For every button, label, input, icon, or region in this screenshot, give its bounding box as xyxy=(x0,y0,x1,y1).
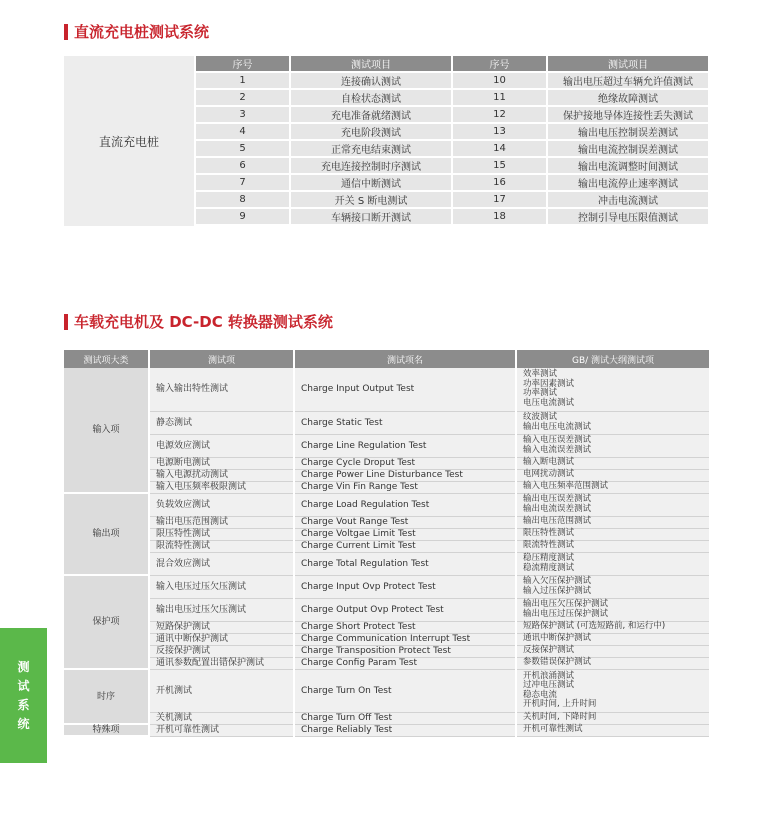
obc-dcdc-test-table xyxy=(64,350,711,737)
test-number-cell: 4 xyxy=(196,124,289,139)
test-number-cell: 1 xyxy=(196,73,289,88)
test-number-cell: 5 xyxy=(196,141,289,156)
table-row xyxy=(64,657,710,669)
test-name-cell: Charge Voltgae Limit Test xyxy=(294,528,516,540)
standard-items-cell xyxy=(516,657,710,669)
test-name-cell: Charge Output Ovp Protect Test xyxy=(294,598,516,621)
test-name-cell: Charge Total Regulation Test xyxy=(294,552,516,575)
test-item-cell: 通讯中断保护测试 xyxy=(149,633,294,645)
test-name-cell: Charge Line Regulation Test xyxy=(294,434,516,457)
standard-items-cell xyxy=(516,598,710,621)
standard-item: 输入断电测试 xyxy=(523,457,575,468)
test-item-cell: 限流特性测试 xyxy=(149,540,294,552)
test-item-cell: 反接保护测试 xyxy=(149,645,294,657)
test-item-cell: 电源效应测试 xyxy=(149,434,294,457)
test-item-cell: 输入电源扰动测试 xyxy=(149,469,294,481)
table-row xyxy=(196,209,708,224)
standard-items-cell xyxy=(516,368,710,411)
standard-item: 输出电压过压保护测试 xyxy=(523,608,609,619)
standard-item: 纹波测试 xyxy=(523,412,558,422)
test-name-cell: Charge Turn Off Test xyxy=(294,712,516,724)
section-title-text: 车载充电机及 DC-DC 转换器测试系统 xyxy=(74,313,333,331)
table-row xyxy=(196,175,708,190)
category-cell: 特殊项 xyxy=(64,724,149,736)
header-cell: 测试项大类 xyxy=(64,350,149,368)
header-cell: 测试项 xyxy=(149,350,294,368)
test-item-cell: 混合效应测试 xyxy=(149,552,294,575)
side-tab-label: 测试系统 xyxy=(17,659,30,731)
table-row xyxy=(196,141,708,156)
standard-item: 开机浪涌测试 xyxy=(523,670,575,681)
test-item-cell: 绝缘故障测试 xyxy=(548,90,708,105)
dc-charger-label-cell: 直流充电桩 xyxy=(64,56,194,226)
standard-item: 开机可靠性测试 xyxy=(523,724,583,735)
test-item-cell: 输出电压过压欠压测试 xyxy=(149,598,294,621)
test-item-cell: 开机可靠性测试 xyxy=(149,724,294,736)
test-item-cell: 关机测试 xyxy=(149,712,294,724)
dc-charger-test-table xyxy=(194,54,710,226)
category-cell: 时序 xyxy=(64,669,149,724)
category-cell: 输出项 xyxy=(64,493,149,575)
title-accent-bar xyxy=(64,314,68,330)
standard-item: 输入欠压保护测试 xyxy=(523,576,592,586)
standard-items-cell xyxy=(516,540,710,552)
standard-items-cell xyxy=(516,633,710,645)
standard-item: 过冲电压测试 xyxy=(523,680,575,690)
standard-items-cell xyxy=(516,645,710,657)
standard-items-cell xyxy=(516,434,710,457)
test-number-cell: 6 xyxy=(196,158,289,173)
test-name-cell: Charge Cycle Droput Test xyxy=(294,457,516,469)
table-row xyxy=(196,124,708,139)
test-item-cell: 冲击电流测试 xyxy=(548,192,708,207)
test-item-cell: 输入电压过压欠压测试 xyxy=(149,575,294,598)
header-cell: 序号 xyxy=(453,56,546,71)
test-item-cell: 静态测试 xyxy=(149,411,294,434)
test-item-cell: 充电阶段测试 xyxy=(291,124,451,139)
test-item-cell: 自检状态测试 xyxy=(291,90,451,105)
test-item-cell: 保护接地导体连接性丢失测试 xyxy=(548,107,708,122)
table-row xyxy=(196,107,708,122)
standard-item: 开机时间, 上升时间 xyxy=(523,699,597,709)
side-tab-test-system[interactable] xyxy=(0,628,47,763)
standard-item: 稳态电流 xyxy=(523,689,558,700)
table-row xyxy=(196,192,708,207)
test-item-cell: 开机测试 xyxy=(149,669,294,712)
section-title-obc-dcdc xyxy=(64,311,333,332)
table-header-row xyxy=(196,56,708,71)
standard-item: 短路保护测试 (可选短路前, 和运行中) xyxy=(523,621,666,632)
standard-item: 输入过压保护测试 xyxy=(523,585,592,596)
test-number-cell: 13 xyxy=(453,124,546,139)
standard-item: 电压电流测试 xyxy=(523,397,575,408)
standard-item: 关机时间, 下降时间 xyxy=(523,712,597,723)
header-cell: 测试项目 xyxy=(291,56,451,71)
test-item-cell: 输出电流调整时间测试 xyxy=(548,158,708,173)
test-item-cell: 车辆接口断开测试 xyxy=(291,209,451,224)
table-row xyxy=(64,552,710,575)
standard-item: 输入电压误差测试 xyxy=(523,435,592,445)
standard-item: 输入电流误差测试 xyxy=(523,444,592,455)
header-cell: 测试项目 xyxy=(548,56,708,71)
test-number-cell: 14 xyxy=(453,141,546,156)
standard-items-cell xyxy=(516,669,710,712)
standard-item: 输出电压误差测试 xyxy=(523,494,592,504)
test-item-cell: 负载效应测试 xyxy=(149,493,294,516)
test-number-cell: 7 xyxy=(196,175,289,190)
table-row xyxy=(64,368,710,411)
test-item-cell: 控制引导电压限值测试 xyxy=(548,209,708,224)
test-name-cell: Charge Vout Range Test xyxy=(294,516,516,528)
table-row xyxy=(64,457,710,469)
test-item-cell: 输出电压控制误差测试 xyxy=(548,124,708,139)
standard-item: 电网扰动测试 xyxy=(523,469,575,480)
header-cell: 测试项名 xyxy=(294,350,516,368)
standard-item: 功率测试 xyxy=(523,388,558,399)
test-name-cell: Charge Vin Fin Range Test xyxy=(294,481,516,493)
test-number-cell: 15 xyxy=(453,158,546,173)
standard-item: 输入电压频率范围测试 xyxy=(523,481,609,492)
table-row xyxy=(64,669,710,712)
table-row xyxy=(196,73,708,88)
test-item-cell: 限压特性测试 xyxy=(149,528,294,540)
category-cell: 保护项 xyxy=(64,575,149,669)
test-item-cell: 连接确认测试 xyxy=(291,73,451,88)
test-name-cell: Charge Static Test xyxy=(294,411,516,434)
test-number-cell: 2 xyxy=(196,90,289,105)
test-name-cell: Charge Input Ovp Protect Test xyxy=(294,575,516,598)
test-name-cell: Charge Turn On Test xyxy=(294,669,516,712)
test-number-cell: 8 xyxy=(196,192,289,207)
test-item-cell: 开关 S 断电测试 xyxy=(291,192,451,207)
table-row xyxy=(64,469,710,481)
test-name-cell: Charge Config Param Test xyxy=(294,657,516,669)
standard-items-cell xyxy=(516,528,710,540)
standard-items-cell xyxy=(516,481,710,493)
header-cell: GB/ 测试大纲测试项 xyxy=(516,350,710,368)
test-number-cell: 10 xyxy=(453,73,546,88)
table-row xyxy=(64,516,710,528)
section-title-dc-charger xyxy=(64,21,209,42)
standard-item: 输出电压欠压保护测试 xyxy=(523,599,609,609)
table-row xyxy=(64,528,710,540)
standard-item: 参数错误保护测试 xyxy=(523,657,592,668)
table-row xyxy=(64,481,710,493)
standard-items-cell xyxy=(516,724,710,736)
test-item-cell: 正常充电结束测试 xyxy=(291,141,451,156)
table-header-row xyxy=(64,350,710,368)
table-row xyxy=(64,724,710,736)
title-accent-bar xyxy=(64,24,68,40)
table-row xyxy=(196,158,708,173)
test-item-cell: 充电连接控制时序测试 xyxy=(291,158,451,173)
table-row xyxy=(64,493,710,516)
table-row xyxy=(64,621,710,633)
table-row xyxy=(64,540,710,552)
standard-items-cell xyxy=(516,493,710,516)
header-cell: 序号 xyxy=(196,56,289,71)
test-item-cell: 输出电压范围测试 xyxy=(149,516,294,528)
test-number-cell: 18 xyxy=(453,209,546,224)
standard-items-cell xyxy=(516,621,710,633)
table-row xyxy=(64,633,710,645)
table-row xyxy=(64,575,710,598)
standard-item: 输出电压电流测试 xyxy=(523,421,592,432)
standard-items-cell xyxy=(516,516,710,528)
category-cell: 输入项 xyxy=(64,368,149,493)
standard-item: 限流特性测试 xyxy=(523,540,575,551)
standard-item: 效率测试 xyxy=(523,369,558,380)
test-item-cell: 充电准备就绪测试 xyxy=(291,107,451,122)
table-row xyxy=(64,434,710,457)
test-name-cell: Charge Transposition Protect Test xyxy=(294,645,516,657)
test-number-cell: 17 xyxy=(453,192,546,207)
test-name-cell: Charge Communication Interrupt Test xyxy=(294,633,516,645)
standard-item: 通讯中断保护测试 xyxy=(523,633,592,644)
test-item-cell: 输入电压频率极限测试 xyxy=(149,481,294,493)
test-number-cell: 3 xyxy=(196,107,289,122)
standard-item: 限压特性测试 xyxy=(523,528,575,539)
test-item-cell: 电源断电测试 xyxy=(149,457,294,469)
test-number-cell: 16 xyxy=(453,175,546,190)
test-name-cell: Charge Input Output Test xyxy=(294,368,516,411)
test-name-cell: Charge Reliably Test xyxy=(294,724,516,736)
test-item-cell: 通讯参数配置出错保护测试 xyxy=(149,657,294,669)
test-number-cell: 11 xyxy=(453,90,546,105)
standard-item: 反接保护测试 xyxy=(523,645,575,656)
standard-item: 输出电压范围测试 xyxy=(523,516,592,527)
test-name-cell: Charge Short Protect Test xyxy=(294,621,516,633)
test-item-cell: 输出电压超过车辆允许值测试 xyxy=(548,73,708,88)
test-name-cell: Charge Current Limit Test xyxy=(294,540,516,552)
standard-items-cell xyxy=(516,469,710,481)
standard-item: 稳流精度测试 xyxy=(523,562,575,573)
table-row xyxy=(196,90,708,105)
table-row xyxy=(64,598,710,621)
test-item-cell: 输出电流控制误差测试 xyxy=(548,141,708,156)
test-name-cell: Charge Power Line Disturbance Test xyxy=(294,469,516,481)
table-row xyxy=(64,411,710,434)
table-row xyxy=(64,712,710,724)
section-title-text: 直流充电桩测试系统 xyxy=(74,23,210,41)
test-item-cell: 短路保护测试 xyxy=(149,621,294,633)
standard-item: 输出电流误差测试 xyxy=(523,503,592,514)
test-number-cell: 9 xyxy=(196,209,289,224)
standard-item: 功率因素测试 xyxy=(523,378,575,389)
standard-items-cell xyxy=(516,712,710,724)
test-name-cell: Charge Load Regulation Test xyxy=(294,493,516,516)
standard-items-cell xyxy=(516,457,710,469)
standard-items-cell xyxy=(516,575,710,598)
test-item-cell: 输入输出特性测试 xyxy=(149,368,294,411)
standard-items-cell xyxy=(516,411,710,434)
standard-item: 稳压精度测试 xyxy=(523,553,575,563)
standard-items-cell xyxy=(516,552,710,575)
test-item-cell: 输出电流停止速率测试 xyxy=(548,175,708,190)
table-row xyxy=(64,645,710,657)
test-item-cell: 通信中断测试 xyxy=(291,175,451,190)
test-number-cell: 12 xyxy=(453,107,546,122)
